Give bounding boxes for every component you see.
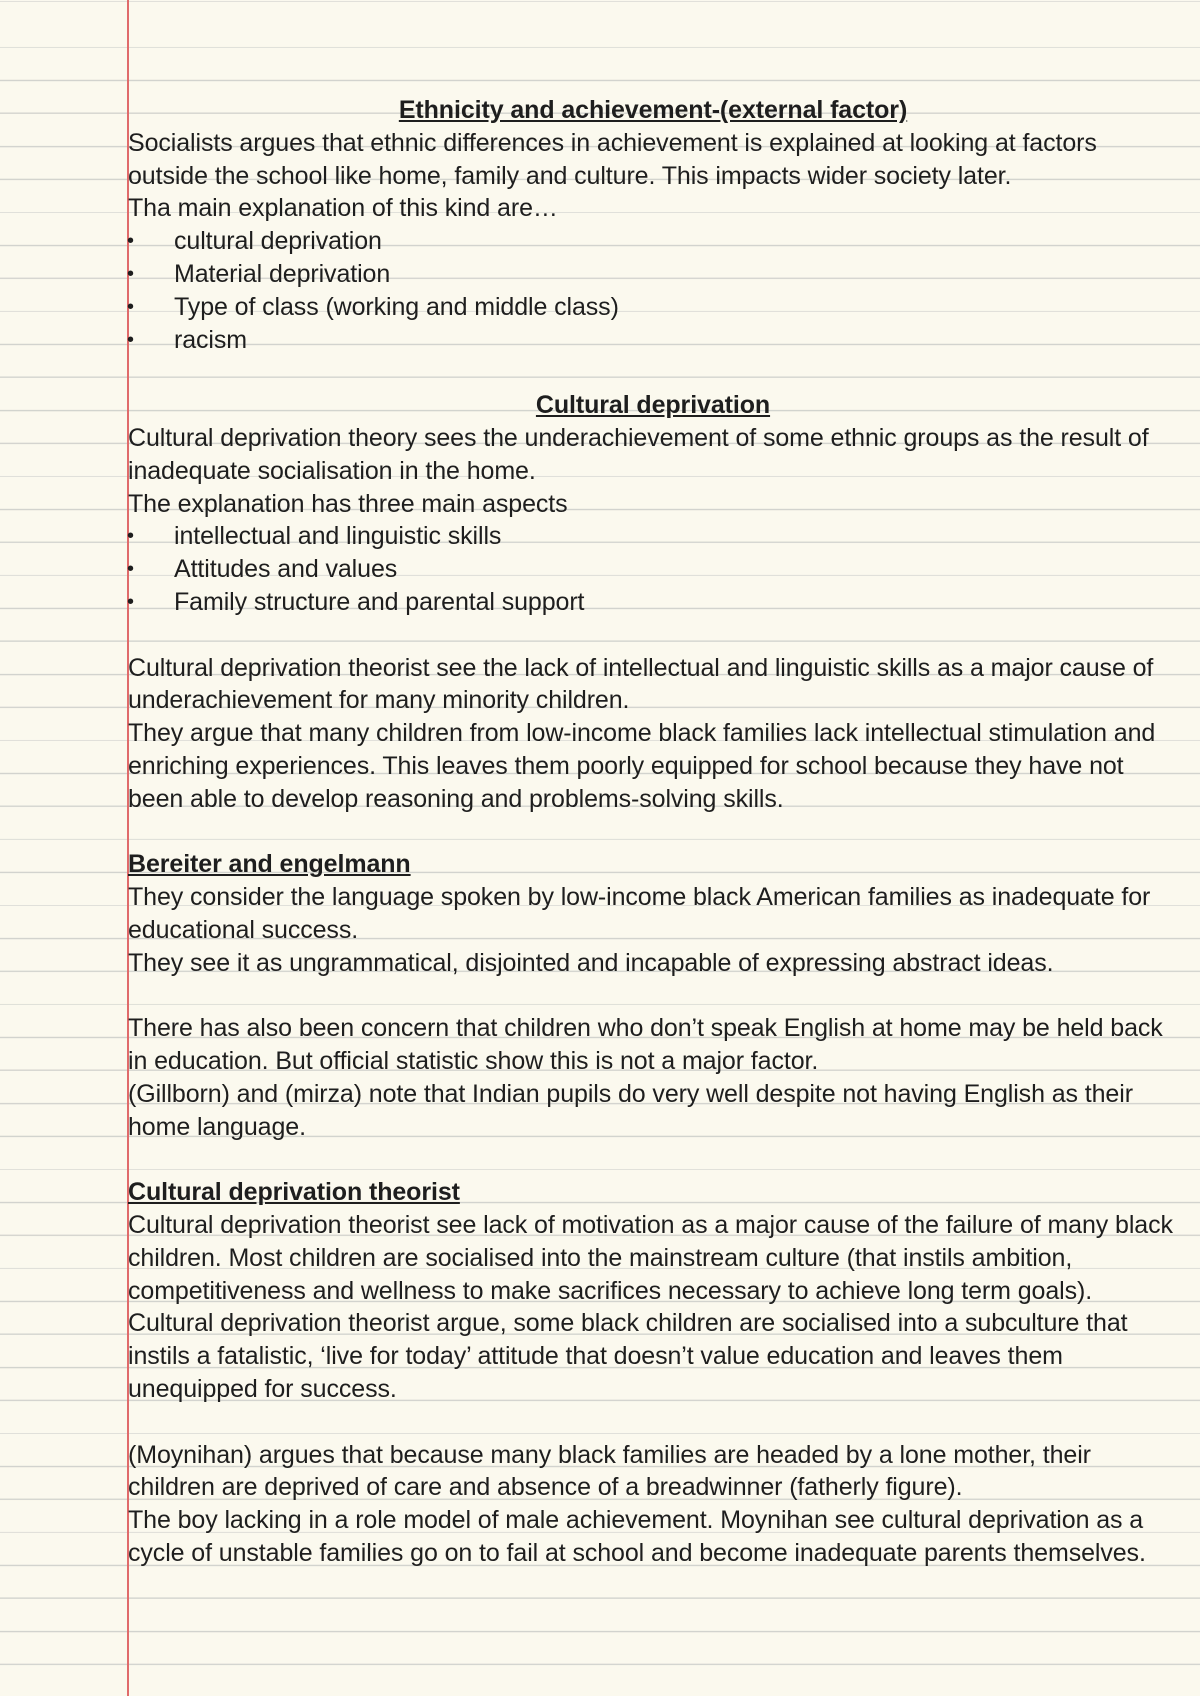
paragraph: Cultural deprivation theorist see lack of motivation as a major cause of the failure of many black children. Most children are socialised into the mainstream culture (that instils ambition, competitiveness and wellness to make sacrifices necessary to achieve long term goals). [128, 1211, 1173, 1305]
paragraph: They see it as ungrammatical, disjointed and incapable of expressing abstract ideas. [128, 948, 1054, 977]
section-heading-cultural-deprivation: Cultural deprivation [535, 391, 771, 420]
paragraph: They consider the language spoken by low-income black American families as inadequate for educational success. [128, 883, 1151, 944]
blank-line [128, 1406, 1178, 1439]
list-item: • Material deprivation [128, 258, 1178, 291]
blank-line [128, 1144, 1178, 1177]
section-heading-cultural-deprivation-theorist: Cultural deprivation theorist [128, 1178, 460, 1207]
list-item: • cultural deprivation [128, 225, 1178, 258]
paragraph: The explanation has three main aspects [128, 489, 568, 518]
list-item: • Family structure and parental support [128, 586, 1178, 619]
list-item: • Type of class (working and middle class) [128, 291, 1178, 324]
note-content [128, 94, 1178, 1570]
paragraph: They argue that many children from low-income black families lack intellectual stimulation and enriching experiences. This leaves them poorly equipped for school because they have not been able to develop reasoning and problems-solving skills. [128, 719, 1156, 813]
paragraph: There has also been concern that children who don’t speak English at home may be held back in education. But official statistic show this is not a major factor. [128, 1014, 1163, 1076]
blank-line [128, 356, 1178, 389]
paragraph: Cultural deprivation theorist see the lack of intellectual and linguistic skills as a major cause of underachievement for many minority children. [128, 653, 1154, 715]
paragraph: Socialists argues that ethnic differences in achievement is explained at looking at factors outside the school like home, family and culture. This impacts wider society later. [128, 128, 1097, 190]
paragraph: The boy lacking in a role model of male achievement. Moynihan see cultural deprivation as a cycle of unstable families go on to fail at school and become inadequate parents themselves. [128, 1506, 1146, 1568]
paragraph: (Moynihan) argues that because many black families are headed by a lone mother, their children are deprived of care and absence of a breadwinner (fatherly figure). [128, 1440, 1091, 1502]
blank-line [128, 980, 1178, 1013]
paragraph: Cultural deprivation theorist argue, some black children are socialised into a subculture that instils a fatalistic, ‘live for today’ attitude that doesn’t value education and leaves them unequipped for success. [128, 1309, 1128, 1404]
section-heading-ethnicity: Ethnicity and achievement-(external factor) [398, 96, 908, 124]
bullet-list [128, 520, 1178, 618]
section-heading-bereiter-engelmann: Bereiter and engelmann [128, 850, 411, 879]
blank-line [128, 619, 1178, 652]
blank-line [128, 816, 1178, 849]
paragraph: (Gillborn) and (mirza) note that Indian pupils do very well despite not having English as their home language. [128, 1079, 1133, 1141]
list-item: • intellectual and linguistic skills [128, 520, 1178, 553]
paragraph: Cultural deprivation theory sees the underachievement of some ethnic groups as the result of inadequate socialisation in the home. [128, 423, 1149, 485]
bullet-list [128, 225, 1178, 356]
list-item: • racism [128, 324, 1178, 357]
list-item: • Attitudes and values [128, 553, 1178, 586]
paragraph: Tha main explanation of this kind are… [128, 194, 558, 223]
